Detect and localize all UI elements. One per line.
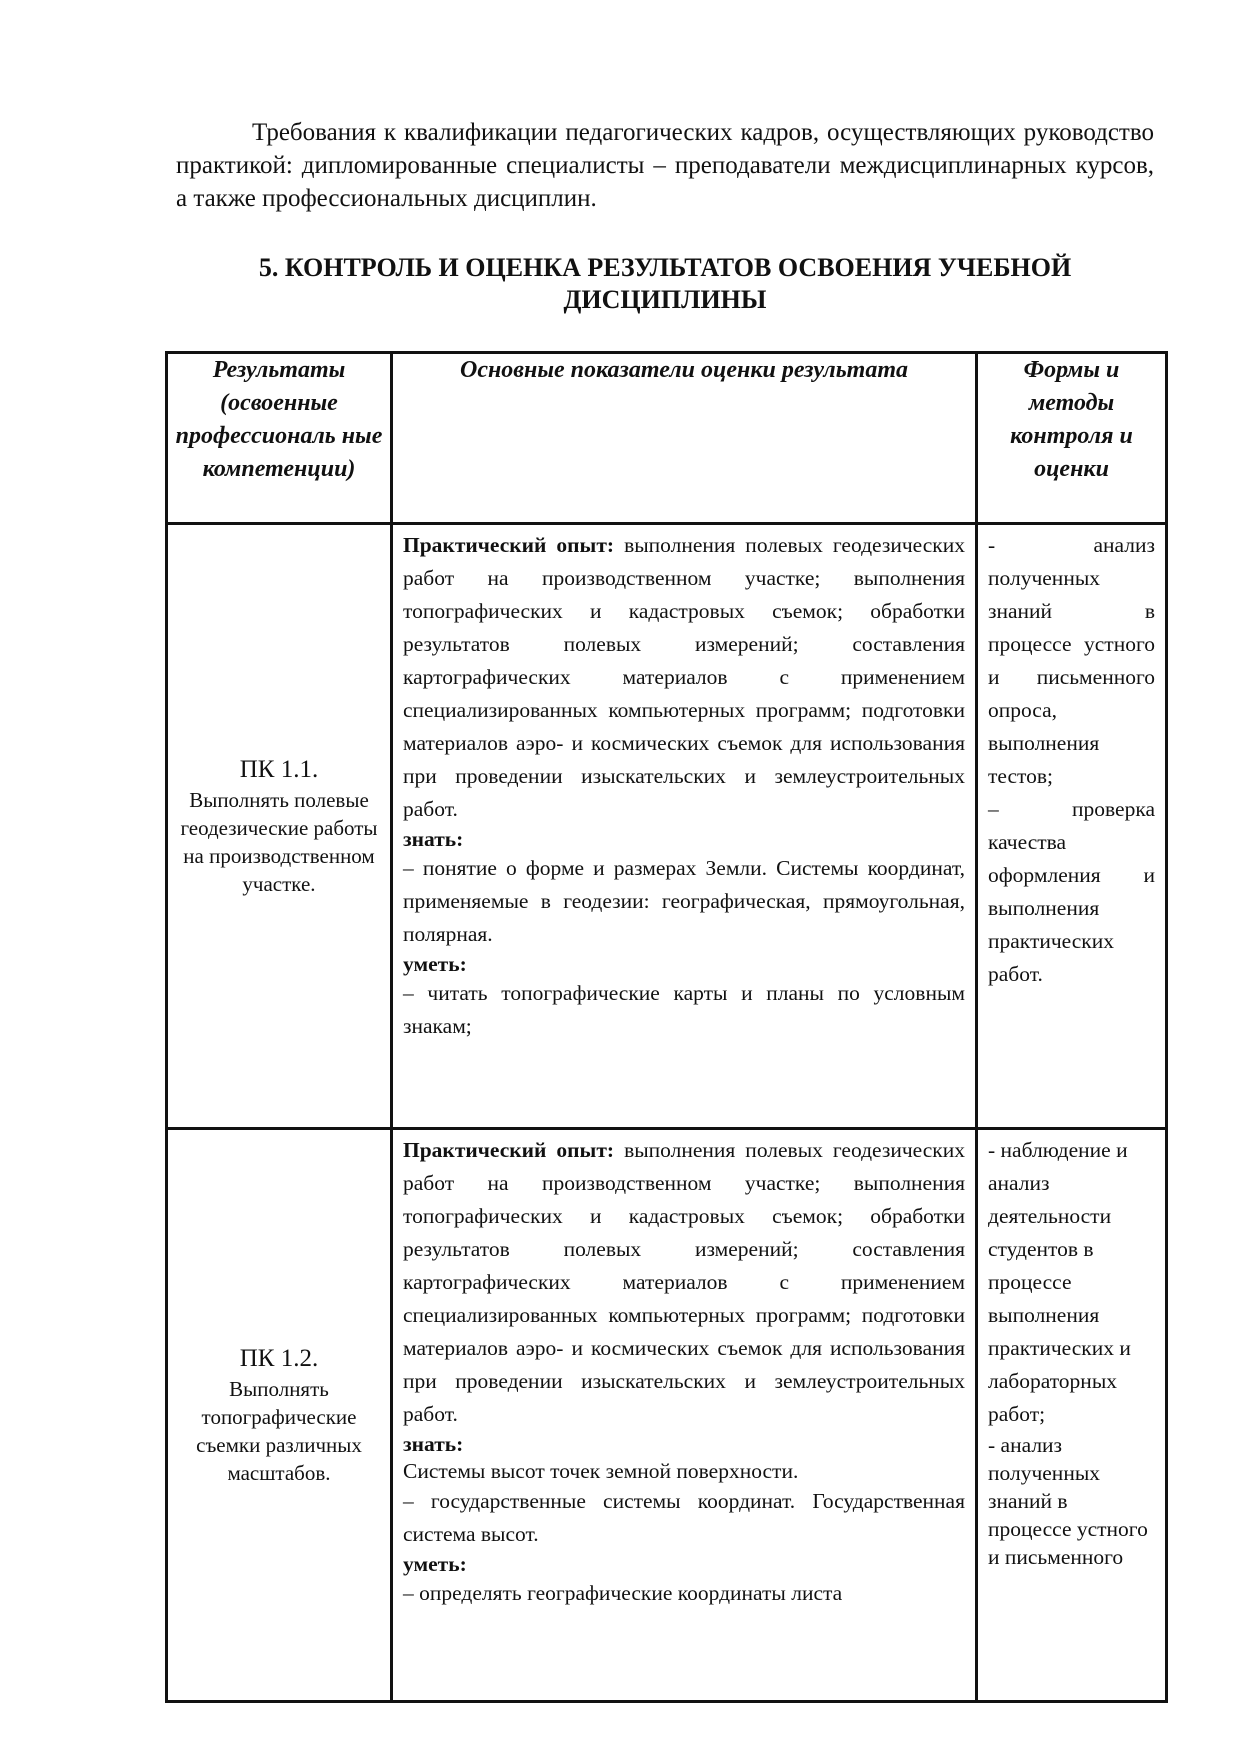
know-label: знать:	[403, 827, 464, 851]
method-item: – проверка качества оформления и выполнения практических работ.	[988, 797, 1155, 986]
can-label: уметь:	[403, 952, 467, 976]
methods-cell	[977, 1129, 1167, 1702]
can-item: – определять географические координаты листа	[403, 1581, 843, 1605]
section-title: 5. КОНТРОЛЬ И ОЦЕНКА РЕЗУЛЬТАТОВ ОСВОЕНИЯ УЧЕБНОЙ ДИСЦИПЛИНЫ	[258, 253, 1072, 314]
competence-text: Выполнять топографические съемки различных масштабов.	[196, 1377, 362, 1485]
competence-code: ПК 1.2.	[239, 1345, 319, 1372]
experience-label: Практический опыт:	[403, 533, 615, 557]
know-item: Системы высот точек земной поверхности.	[403, 1459, 799, 1483]
competence-cell	[167, 524, 392, 1129]
can-label: уметь:	[403, 1552, 467, 1576]
know-label: знать:	[403, 1432, 464, 1456]
table-row	[167, 524, 1167, 1129]
know-item: – государственные системы координат. Государственная система высот.	[403, 1489, 965, 1546]
experience-label: Практический опыт:	[403, 1138, 615, 1162]
assessment-table	[165, 351, 1168, 1703]
intro-paragraph: Требования к квалификации педагогических кадров, осуществляющих руководство практикой: дипломированные специалисты – преподаватели междисциплинарных курсов, а также профессиональных дисциплин.	[176, 119, 1154, 212]
competence-text: Выполнять полевые геодезические работы на производственном участке.	[180, 788, 378, 896]
header-methods: Формы и методы контроля и оценки	[977, 353, 1167, 524]
competence-cell	[167, 1129, 392, 1702]
header-results: Результаты (освоенные профессиональ ные компетенции)	[167, 353, 392, 524]
indicators-cell	[392, 1129, 977, 1702]
methods-cell	[977, 524, 1167, 1129]
know-item: – понятие о форме и размерах Земли. Системы координат, применяемые в геодезии: географическая, прямоугольная, полярная.	[403, 856, 965, 946]
experience-text: выполнения полевых геодезических работ на производственном участке; выполнения топографических и кадастровых съемок; обработки результатов полевых измерений; составления картографических материалов с применением специализированных компьютерных программ; подготовки материалов аэро- и космических съемок для использования при проведении изыскательских и землеустроительных работ.	[403, 533, 965, 821]
header-indicators: Основные показатели оценки результата	[392, 353, 977, 524]
competence-code: ПК 1.1.	[239, 756, 319, 783]
method-item: - анализ полученных знаний в процессе устного и письменного опроса, выполнения тестов;	[988, 533, 1155, 788]
can-item: – читать топографические карты и планы по условным знакам;	[403, 981, 965, 1038]
table-row	[167, 1129, 1167, 1702]
indicators-cell	[392, 524, 977, 1129]
experience-text: выполнения полевых геодезических работ на производственном участке; выполнения топографических и кадастровых съемок; обработки результатов полевых измерений; составления картографических материалов с применением специализированных компьютерных программ; подготовки материалов аэро- и космических съемок для использования при проведении изыскательских и землеустроительных работ.	[403, 1138, 965, 1426]
table-header-row	[167, 353, 1167, 524]
method-item: - наблюдение и анализ деятельности студентов в процессе выполнения практических и лабораторных работ;	[988, 1138, 1131, 1426]
method-item: - анализ полученных знаний в процессе устного и письменного	[988, 1433, 1148, 1569]
